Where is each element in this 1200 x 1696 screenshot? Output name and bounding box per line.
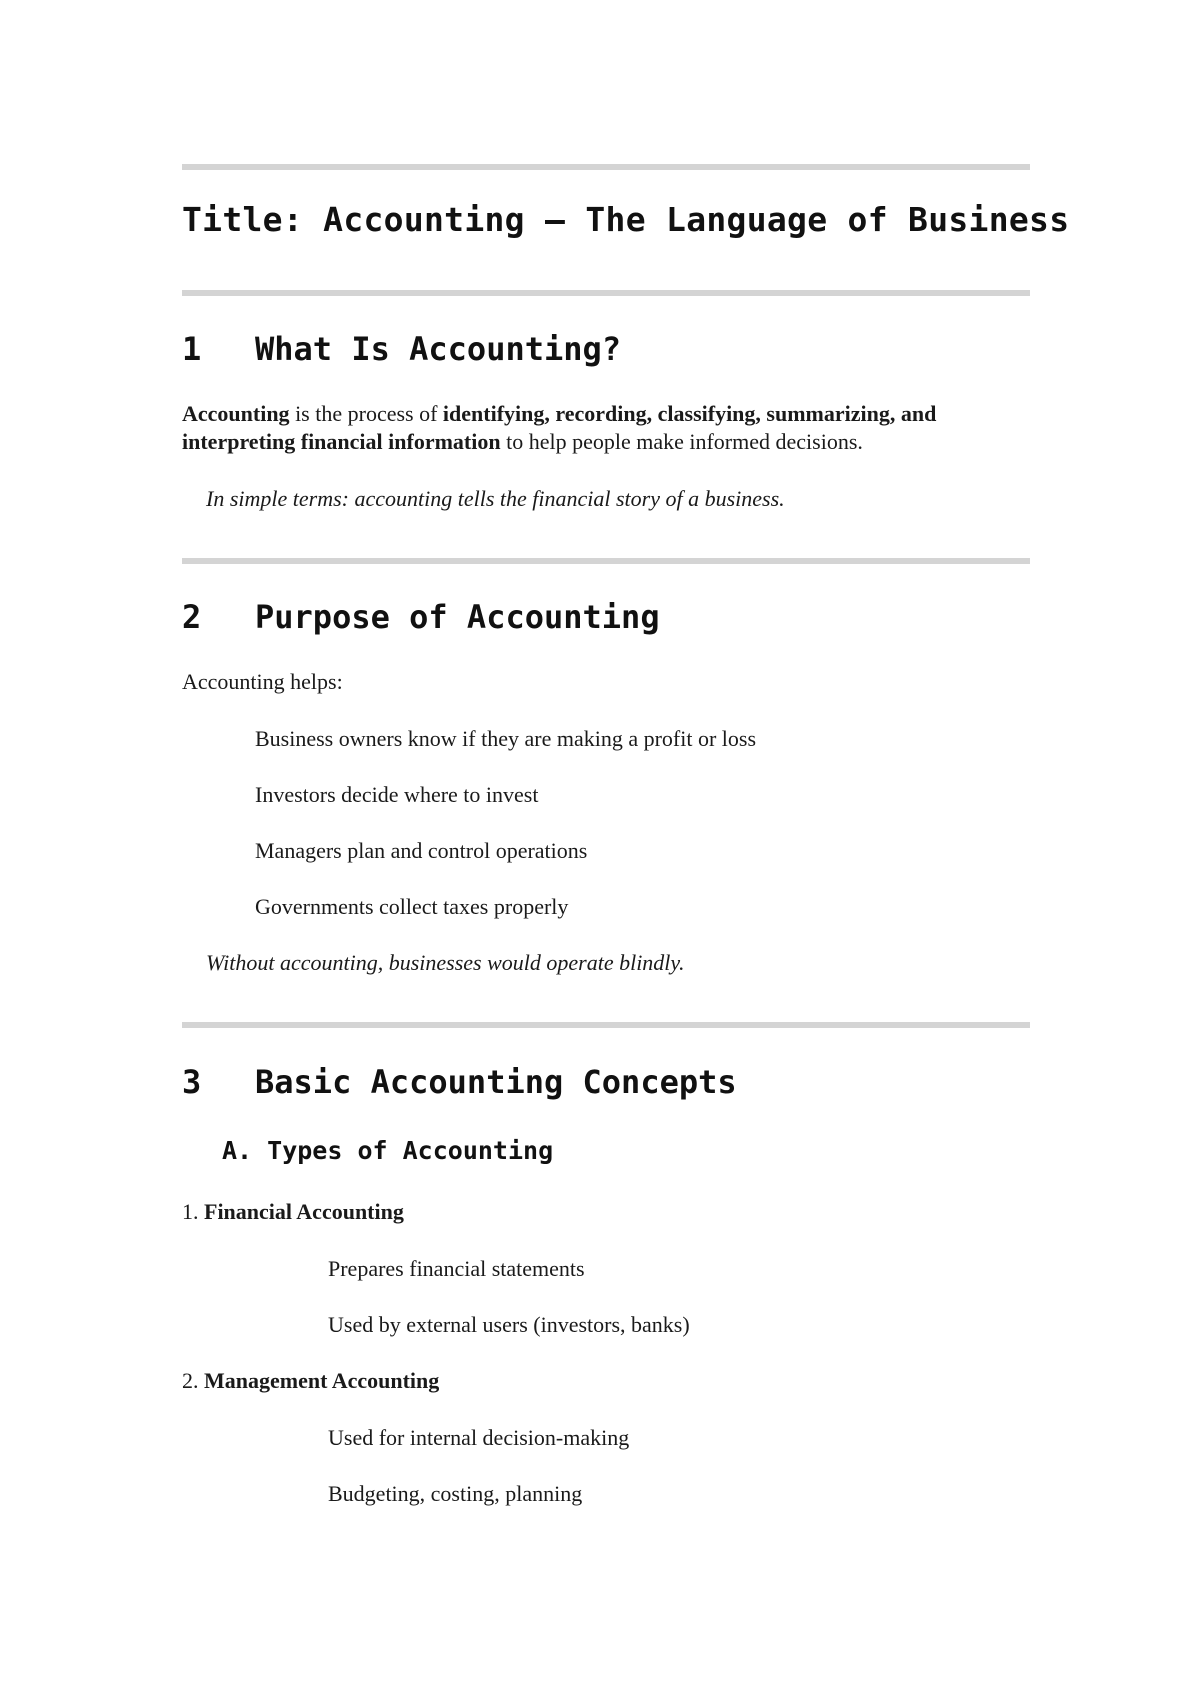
type-point: Budgeting, costing, planning — [328, 1481, 583, 1506]
definition-term: Accounting — [182, 401, 290, 426]
list-item: Business owners know if they are making a profit or loss — [255, 726, 757, 751]
type-marker: 2. — [182, 1368, 199, 1393]
horizontal-rule — [182, 164, 1030, 170]
section-title: Purpose of Accounting — [255, 598, 660, 636]
definition-text-1: is the process of — [289, 401, 443, 426]
document-title: Title: Accounting – The Language of Business — [182, 200, 1070, 239]
type-marker: 1. — [182, 1199, 199, 1224]
section-title: Basic Accounting Concepts — [255, 1063, 737, 1101]
section-1-heading — [182, 330, 621, 368]
type-heading — [182, 1198, 404, 1226]
section-title: What Is Accounting? — [255, 330, 622, 368]
section-2-intro: Accounting helps: — [182, 669, 343, 694]
section-2-note: Without accounting, businesses would operate blindly. — [206, 950, 685, 975]
definition-bold-list: identifying, recording, classifying, summarizing, and interpreting financial information — [182, 401, 937, 454]
definition-text-2: to help people make informed decisions. — [500, 429, 863, 454]
type-heading — [182, 1367, 439, 1395]
list-item: Investors decide where to invest — [255, 782, 539, 807]
type-name: Management Accounting — [204, 1368, 440, 1393]
section-number: 3 — [182, 1063, 202, 1101]
definition-paragraph — [182, 400, 1030, 456]
list-item: Governments collect taxes properly — [255, 894, 569, 919]
type-point: Used by external users (investors, banks) — [328, 1312, 690, 1337]
horizontal-rule — [182, 1022, 1030, 1028]
section-number: 1 — [182, 330, 202, 368]
type-name: Financial Accounting — [204, 1199, 404, 1224]
section-number: 2 — [182, 598, 202, 636]
section-1-note: In simple terms: accounting tells the financial story of a business. — [206, 486, 785, 511]
subsection-heading: A. Types of Accounting — [222, 1136, 554, 1165]
section-2-heading — [182, 598, 660, 636]
document-page — [182, 0, 1070, 1696]
section-3-heading — [182, 1063, 737, 1101]
horizontal-rule — [182, 290, 1030, 296]
list-item: Managers plan and control operations — [255, 838, 588, 863]
type-point: Prepares financial statements — [328, 1256, 585, 1281]
horizontal-rule — [182, 558, 1030, 564]
type-point: Used for internal decision-making — [328, 1425, 630, 1450]
